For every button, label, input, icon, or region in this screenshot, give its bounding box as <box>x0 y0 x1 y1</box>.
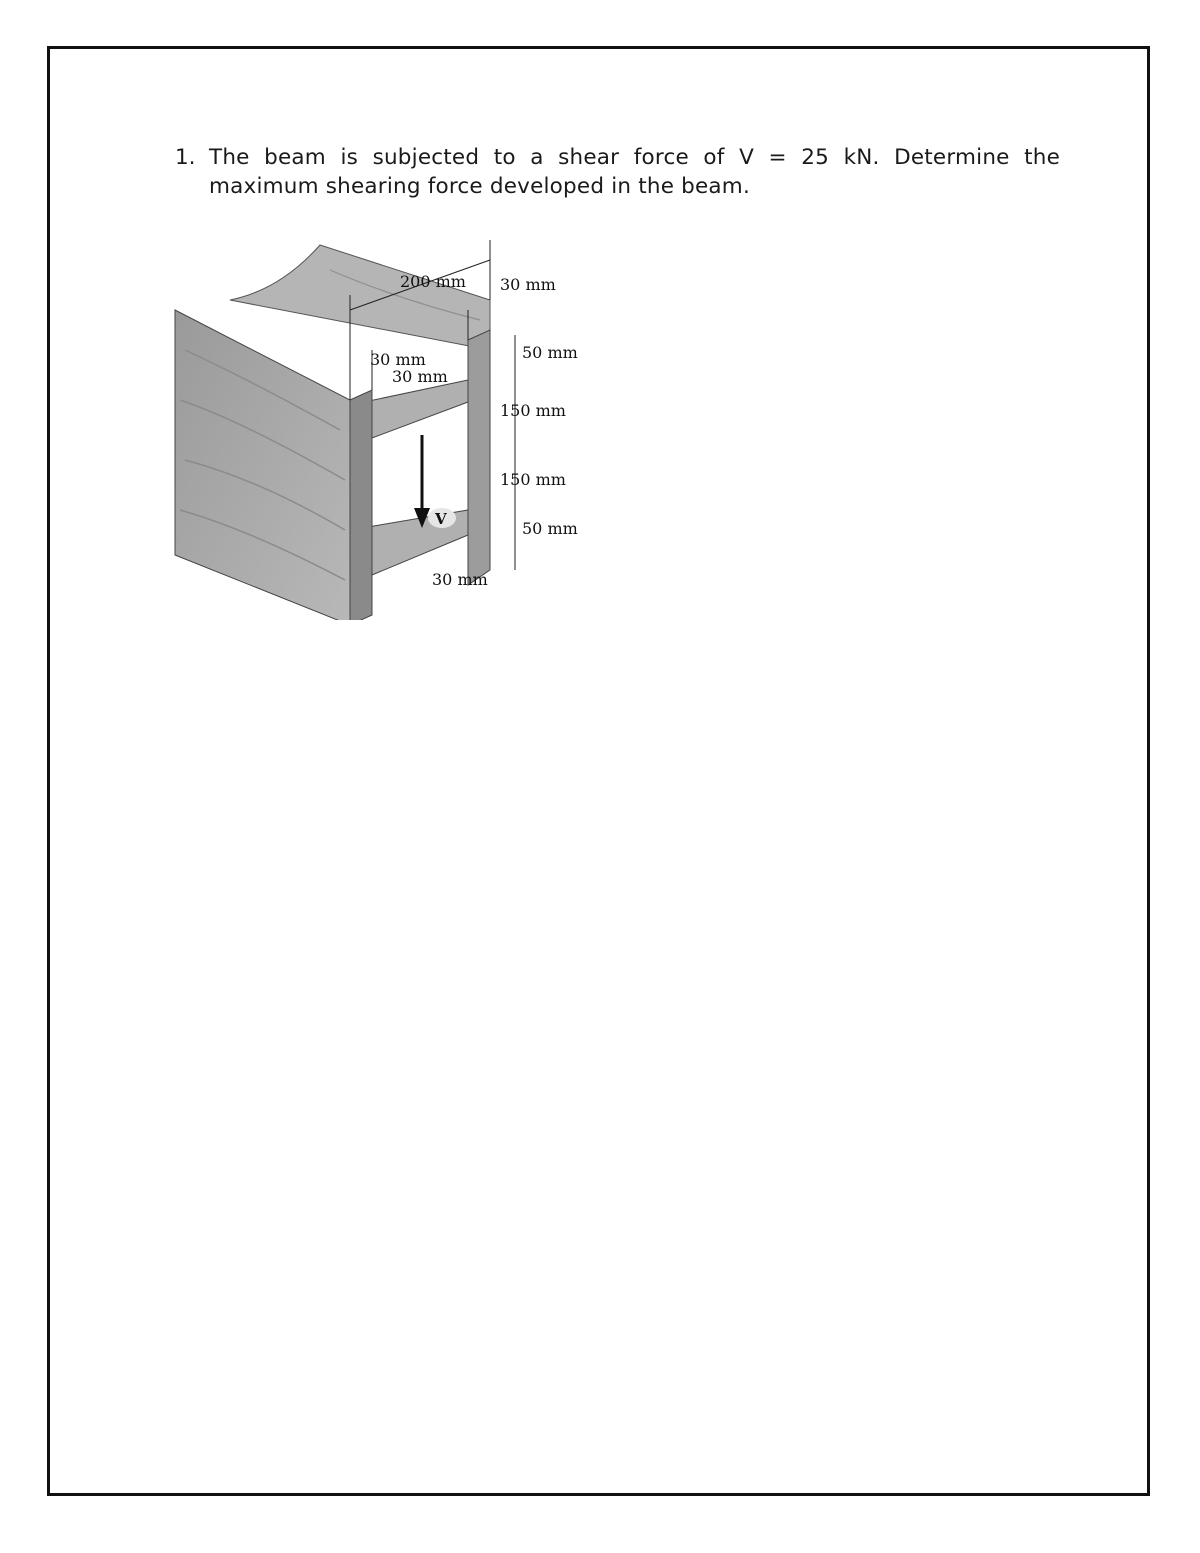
dim-bot-50-label: 50 mm <box>522 519 578 538</box>
dim-top-50-label: 50 mm <box>522 343 578 362</box>
beam-figure <box>160 230 600 620</box>
left-flange-edge <box>350 390 372 620</box>
force-label: V <box>435 510 447 528</box>
problem-number: 1. <box>175 145 196 170</box>
dim-150b-label: 150 mm <box>500 470 566 489</box>
beam-top-face <box>230 245 490 350</box>
dim-bottom-30-label: 30 mm <box>432 570 488 589</box>
right-flange <box>468 330 490 585</box>
beam-illustration <box>160 230 600 620</box>
problem-statement <box>175 143 1060 201</box>
problem-text: The beam is subjected to a shear force of V = 25 kN. Determine the maximum shearing force developed in the beam. <box>209 145 1060 199</box>
dim-150a-label: 150 mm <box>500 401 566 420</box>
dim-flange-30-label: 30 mm <box>500 275 556 294</box>
dim-web-30b-label: 30 mm <box>392 367 448 386</box>
dim-web-30a-label: 30 mm <box>370 350 426 369</box>
dim-200-label: 200 mm <box>400 272 466 291</box>
